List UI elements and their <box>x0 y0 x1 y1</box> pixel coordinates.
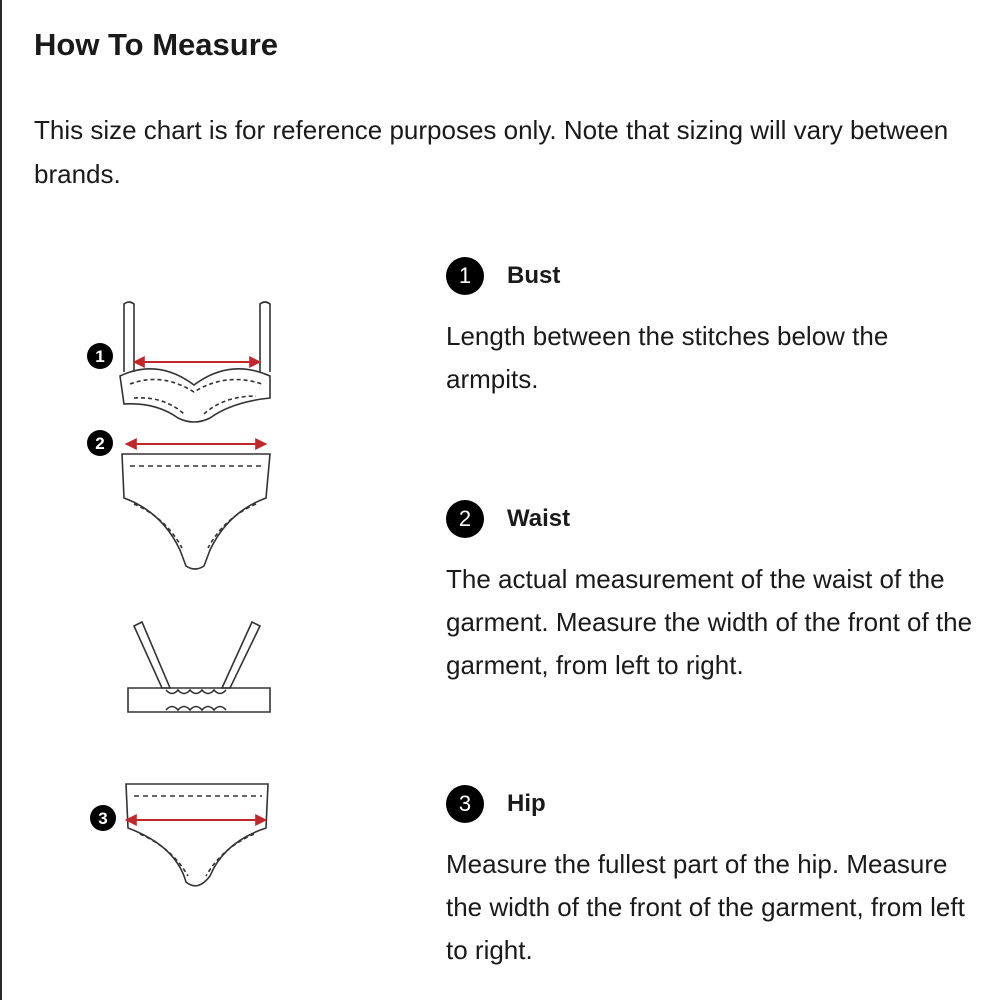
waist-figure-marker <box>87 430 113 456</box>
section-description: The actual measurement of the waist of the garment. Measure the width of the front of the garment, from left to right. <box>446 564 973 680</box>
intro-text: This size chart is for reference purposes only. Note that sizing will vary between brands. <box>34 115 949 189</box>
svg-text:1: 1 <box>95 347 105 366</box>
svg-text:3: 3 <box>98 809 108 828</box>
section-header <box>446 500 976 538</box>
section-title: Hip <box>507 790 546 817</box>
section-hip <box>446 785 976 972</box>
section-bust <box>446 257 976 401</box>
hip-figure-marker <box>90 805 116 831</box>
bikini-bottom-front-figure <box>122 454 270 569</box>
page-title: How To Measure <box>34 27 279 62</box>
bikini-bottom-back-figure <box>126 784 268 886</box>
left-border <box>0 0 2 1000</box>
bikini-top-back-figure <box>128 622 270 712</box>
section-header <box>446 257 976 295</box>
svg-text:2: 2 <box>95 434 105 453</box>
section-title: Waist <box>507 505 571 532</box>
measurement-illustrations <box>82 290 282 910</box>
section-title: Bust <box>507 262 561 289</box>
number-badge: 3 <box>446 785 484 823</box>
number-badge: 2 <box>446 500 484 538</box>
section-description: Measure the fullest part of the hip. Measure the width of the front of the garment, from left to right. <box>446 849 965 965</box>
section-header <box>446 785 976 823</box>
bust-figure-marker <box>87 343 113 369</box>
section-waist <box>446 500 976 687</box>
number-badge: 1 <box>446 257 484 295</box>
section-description: Length between the stitches below the armpits. <box>446 321 889 394</box>
